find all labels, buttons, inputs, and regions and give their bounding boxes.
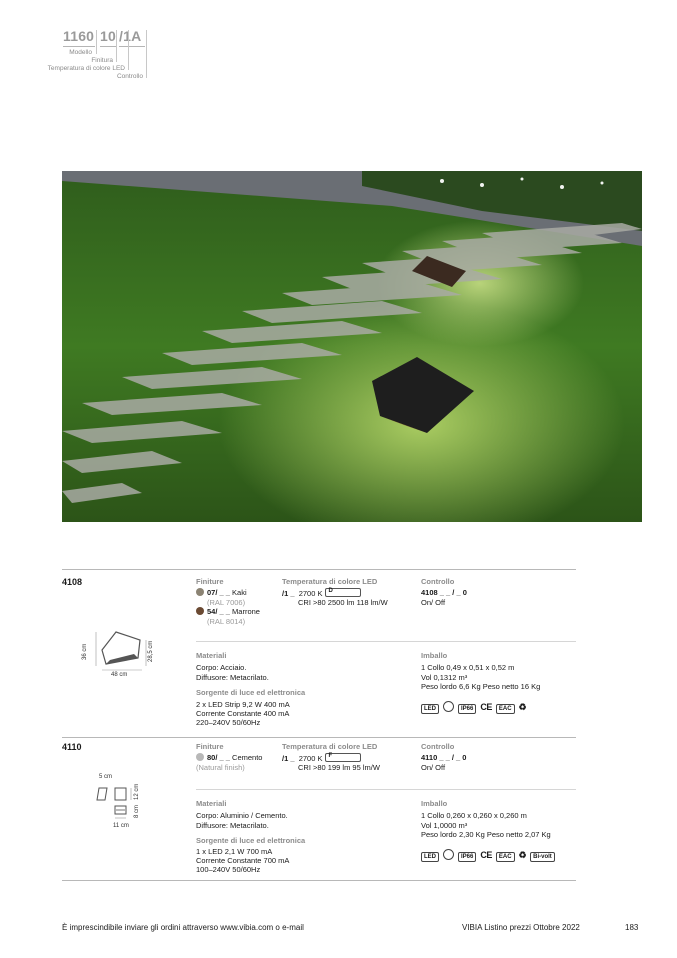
legend-tick — [96, 30, 97, 54]
led-badge: LED — [421, 852, 439, 862]
model-number-4108: 4108 — [62, 577, 83, 587]
finish-note: (Natural finish) — [196, 763, 245, 772]
source-line: 2 x LED Strip 9,2 W 400 mA — [196, 700, 290, 709]
certification-badges — [421, 845, 559, 863]
code-legend — [47, 28, 150, 86]
legend-label-temp: Temperatura di colore LED — [47, 65, 125, 72]
source-line: 100–240V 50/60Hz — [196, 865, 261, 874]
control-text: On/ Off — [421, 598, 446, 607]
dim-height: 36 cm — [82, 643, 88, 660]
control-header: Controllo — [421, 577, 455, 586]
product-photo — [62, 171, 642, 522]
energy-class-label: D — [325, 588, 361, 597]
source-line: Corrente Constante 400 mA — [196, 709, 290, 718]
class-icon — [443, 701, 454, 712]
row-divider — [196, 789, 576, 790]
imballo-line: Peso lordo 2,30 Kg Peso netto 2,07 Kg — [421, 830, 551, 839]
material-line: Diffusore: Metacrilato. — [196, 821, 269, 830]
control-code: 4108 _ _ / _ 0 — [421, 588, 467, 597]
imballo-line: Peso lordo 6,6 Kg Peso netto 16 Kg — [421, 682, 541, 691]
control-text: On/ Off — [421, 763, 446, 772]
imballo-line: 1 Collo 0,260 x 0,260 x 0,260 m — [421, 811, 527, 820]
source-line: Corrente Constante 700 mA — [196, 856, 290, 865]
eac-badge: EAC — [496, 704, 515, 714]
finish-swatch — [196, 753, 204, 761]
material-line: Diffusore: Metacrilato. — [196, 673, 269, 682]
materials-header: Materiali — [196, 651, 227, 660]
material-line: Corpo: Acciaio. — [196, 663, 247, 672]
dim-d: 11 cm — [113, 823, 129, 829]
dim-b: 12 cm — [134, 783, 140, 800]
finish-swatch — [196, 588, 204, 596]
legend-tick — [116, 30, 117, 62]
finish-item: 54/ _ _ Marrone — [196, 607, 260, 617]
model-number-4110: 4110 — [62, 742, 82, 752]
imballo-line: Vol 0,1312 m³ — [421, 673, 468, 682]
legend-tick — [146, 30, 147, 78]
control-header: Controllo — [421, 742, 455, 751]
finish-note: (RAL 8014) — [207, 617, 246, 626]
row-divider — [196, 641, 576, 642]
legend-underline — [100, 46, 116, 47]
page-number: 183 — [625, 923, 639, 932]
legend-underline — [119, 46, 145, 47]
temp-header: Temperatura di colore LED — [282, 577, 378, 586]
finish-item: 07/ _ _ Kaki — [196, 588, 247, 598]
imballo-header: Imballo — [421, 799, 448, 808]
legend-tick — [128, 30, 129, 70]
source-header: Sorgente di luce ed elettronica — [196, 688, 306, 697]
dim-width: 48 cm — [111, 672, 128, 678]
ip66-badge: IP66 — [458, 704, 476, 714]
imballo-header: Imballo — [421, 651, 448, 660]
source-header: Sorgente di luce ed elettronica — [196, 836, 306, 845]
energy-class-label: F — [325, 753, 361, 762]
footer-note: È imprescindibile inviare gli ordini attraverso www.vibia.com o e-mail — [62, 923, 304, 932]
dim-height-2: 28,5 cm — [148, 640, 154, 662]
legend-label-finish: Finitura — [91, 57, 113, 64]
table-divider — [62, 880, 576, 881]
ce-mark: CE — [480, 850, 492, 860]
certification-badges — [421, 697, 530, 715]
table-divider — [62, 737, 576, 738]
led-badge: LED — [421, 704, 439, 714]
eac-badge: EAC — [496, 852, 515, 862]
dim-a: 5 cm — [99, 774, 113, 780]
recycle-icon: ♻ — [518, 850, 527, 860]
imballo-line: Vol 1,0000 m³ — [421, 821, 468, 830]
finish-item: 80/ _ _ Cemento — [196, 753, 262, 763]
temp-line: /1 _ 2700 K D — [282, 588, 361, 599]
materials-header: Materiali — [196, 799, 227, 808]
ip66-badge: IP66 — [458, 852, 476, 862]
finiture-header: Finiture — [196, 577, 224, 586]
source-line: 220–240V 50/60Hz — [196, 718, 261, 727]
control-code: 4110 _ _ / _ 0 — [421, 753, 467, 762]
legend-underline — [63, 46, 95, 47]
legend-label-control: Controllo — [116, 73, 143, 80]
legend-code-control: /1A — [119, 28, 142, 44]
lawn-scene-image — [62, 171, 642, 522]
temp-detail: CRI >80 2500 lm 118 lm/W — [298, 598, 388, 607]
temp-header: Temperatura di colore LED — [282, 742, 378, 751]
class-icon — [443, 849, 454, 860]
imballo-line: 1 Collo 0,49 x 0,51 x 0,52 m — [421, 663, 515, 672]
legend-code-model: 1160 — [63, 28, 95, 44]
bivolt-badge: Bi-volt — [530, 852, 555, 862]
temp-detail: CRI >80 199 lm 95 lm/W — [298, 763, 380, 772]
finish-note: (RAL 7006) — [207, 598, 246, 607]
footer-catalog: VIBIA Listino prezzi Ottobre 2022 — [462, 923, 580, 932]
legend-code-finish: 10 — [100, 28, 116, 44]
dim-c: 8 cm — [134, 804, 140, 818]
finiture-header: Finiture — [196, 742, 224, 751]
finish-swatch — [196, 607, 204, 615]
ce-mark: CE — [480, 702, 492, 712]
source-line: 1 x LED 2,1 W 700 mA — [196, 847, 273, 856]
table-divider — [62, 569, 576, 570]
material-line: Corpo: Aluminio / Cemento. — [196, 811, 288, 820]
legend-label-model: Modello — [69, 49, 92, 56]
recycle-icon: ♻ — [518, 702, 527, 712]
temp-line: /1 _ 2700 K F — [282, 753, 361, 764]
